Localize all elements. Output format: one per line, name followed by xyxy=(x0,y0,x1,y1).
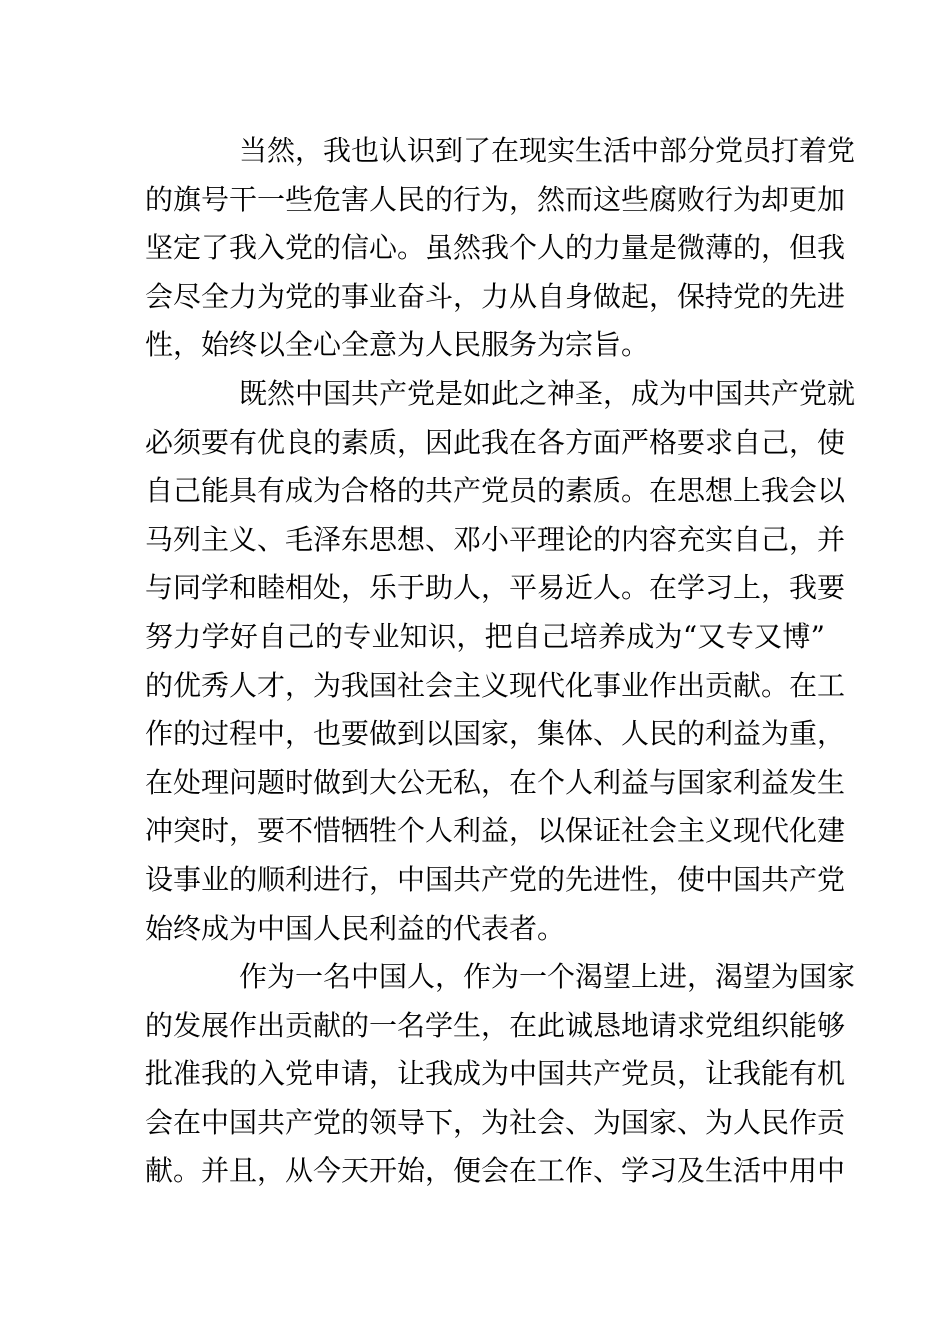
text-line: 性，始终以全心全意为人民服务为宗旨。 xyxy=(145,328,650,362)
text-line: 设事业的顺利进行，中国共产党的先进性，使中国共产党 xyxy=(145,862,846,896)
document-body xyxy=(145,127,856,1196)
text-line: 在处理问题时做到大公无私，在个人利益与国家利益发生 xyxy=(145,765,846,799)
text-line: 始终成为中国人民利益的代表者。 xyxy=(145,911,566,945)
text-line: 批准我的入党申请，让我成为中国共产党员，让我能有机 xyxy=(145,1057,846,1091)
text-line: 当然，我也认识到了在现实生活中部分党员打着党 xyxy=(239,134,856,167)
text-line: 的旗号干一些危害人民的行为，然而这些腐败行为却更加 xyxy=(145,182,846,216)
text-line: 冲突时，要不惜牺牲个人利益，以保证社会主义现代化建 xyxy=(145,814,846,848)
text-line: 自己能具有成为合格的共产党员的素质。在思想上我会以 xyxy=(145,474,846,508)
text-line: 的发展作出贡献的一名学生，在此诚恳地请求党组织能够 xyxy=(145,1008,846,1042)
text-line: 会尽全力为党的事业奋斗，力从自身做起，保持党的先进 xyxy=(145,279,846,313)
text-line: 会在中国共产党的领导下，为社会、为国家、为人民作贡 xyxy=(145,1105,846,1139)
text-line: 与同学和睦相处，乐于助人，平易近人。在学习上，我要 xyxy=(145,571,846,605)
text-line: 努力学好自己的专业知识，把自己培养成为“又专又博” xyxy=(145,619,825,653)
paragraph xyxy=(145,370,856,953)
text-line: 的优秀人才，为我国社会主义现代化事业作出贡献。在工 xyxy=(145,668,846,702)
paragraph xyxy=(145,127,856,370)
text-line: 献。并且，从今天开始，便会在工作、学习及生活中用中 xyxy=(145,1154,846,1188)
text-line: 作为一名中国人，作为一个渴望上进，渴望为国家 xyxy=(239,960,856,994)
text-line: 坚定了我入党的信心。虽然我个人的力量是微薄的，但我 xyxy=(145,231,846,265)
paragraph xyxy=(145,953,856,1196)
text-line: 马列主义、毛泽东思想、邓小平理论的内容充实自己，并 xyxy=(145,522,846,556)
text-line: 既然中国共产党是如此之神圣，成为中国共产党就 xyxy=(239,376,856,410)
text-line: 作的过程中，也要做到以国家，集体、人民的利益为重， xyxy=(145,717,846,751)
text-line: 必须要有优良的素质，因此我在各方面严格要求自己，使 xyxy=(145,425,846,459)
